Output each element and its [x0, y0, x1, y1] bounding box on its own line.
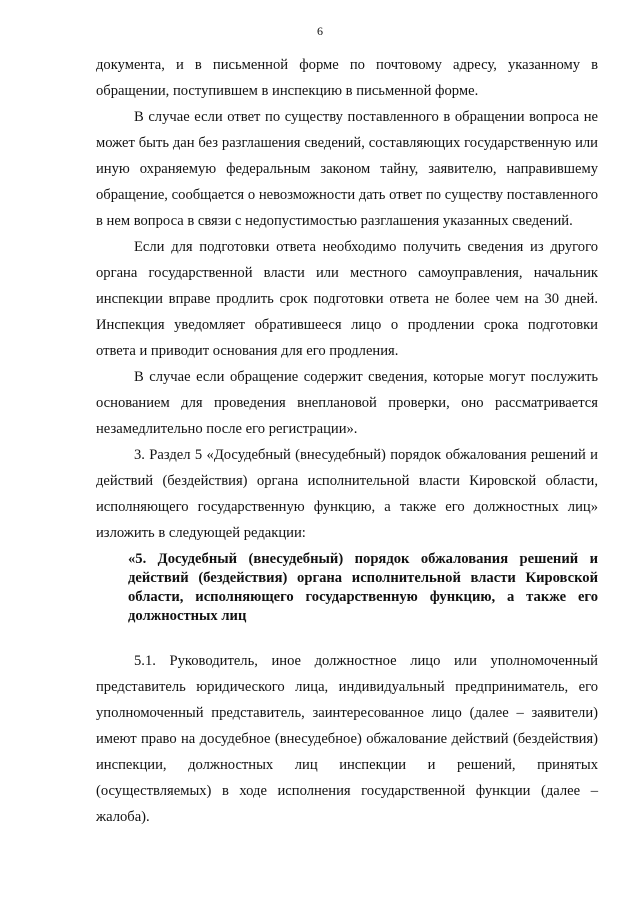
document-body: [96, 52, 598, 830]
paragraph-5-1: 5.1. Руководитель, иное должностное лицо или уполномоченный представитель юридического лица, индивидуальный предприниматель, его уполномоченный представитель, заинтересованное лицо (далее – заявители) имеют право на досудебное (внесудебное) обжалование действий (бездействия) инспекции, должностных лиц инспекции и решений, принятых (осуществляемых) в ходе исполнения государственной функции (далее – жалоба).: [96, 653, 598, 825]
paragraph-4: В случае если обращение содержит сведения, которые могут послужить основанием для проведения внеплановой проверки, оно рассматривается незамедлительно после его регистрации».: [96, 369, 598, 437]
section-5-heading: «5. Досудебный (внесудебный) порядок обжалования решений и действий (бездействия) органа исполнительной власти Кировской области, исполняющего государственную функцию, а также его должностных лиц: [128, 551, 598, 624]
paragraph-3: Если для подготовки ответа необходимо получить сведения из другого органа государственной власти или местного самоуправления, начальник инспекции вправе продлить срок подготовки ответа не более чем на 30 дней. Инспекция уведомляет обратившееся лицо о продлении срока подготовки ответа и приводит основания для его продления.: [96, 239, 598, 359]
paragraph-1: документа, и в письменной форме по почтовому адресу, указанному в обращении, поступившем в инспекцию в письменной форме.: [96, 57, 598, 99]
paragraph-5: 3. Раздел 5 «Досудебный (внесудебный) порядок обжалования решений и действий (бездействия) органа исполнительной власти Кировской области, исполняющего государственную функцию, а также его должностных лиц» изложить в следующей редакции:: [96, 447, 598, 541]
paragraph-2: В случае если ответ по существу поставленного в обращении вопроса не может быть дан без разглашения сведений, составляющих государственную или иную охраняемую федеральным законом тайну, заявителю, направившему обращение, сообщается о невозможности дать ответ по существу поставленного в нем вопроса в связи с недопустимостью разглашения указанных сведений.: [96, 109, 598, 229]
page-number: 6: [317, 24, 323, 38]
